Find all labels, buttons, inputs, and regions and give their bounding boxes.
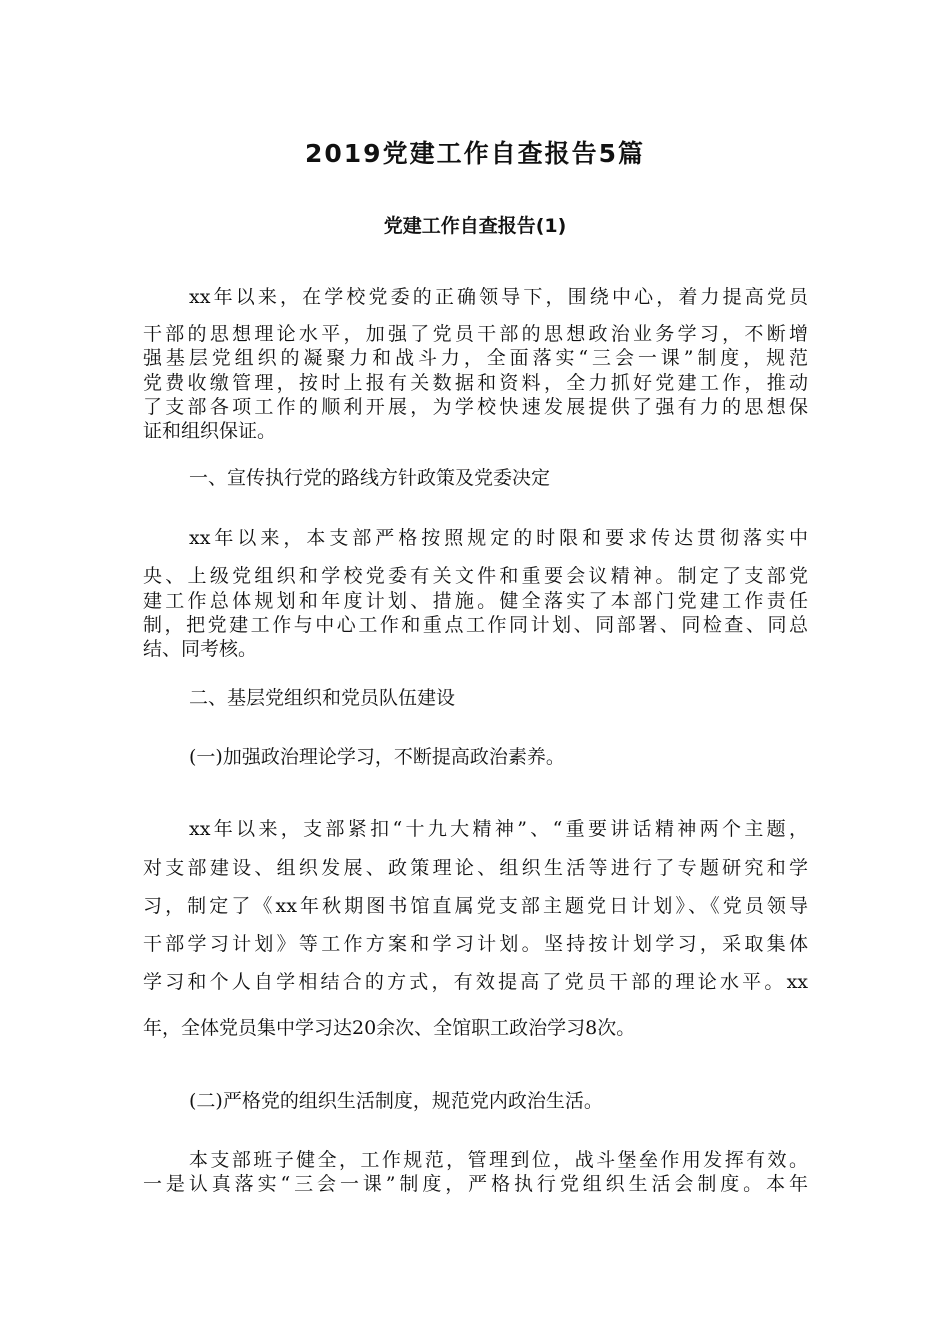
paragraph-2-line: 结、同考核。 <box>143 638 258 660</box>
paragraph-2-line: 建工作总体规划和年度计划、措施。健全落实了本部门党建工作责任 <box>143 590 808 612</box>
paragraph-3-line: 习，制定了《xx年秋期图书馆直属党支部主题党日计划》、《党员领导 <box>143 895 808 917</box>
paragraph-1-line: 证和组织保证。 <box>143 420 277 442</box>
subsection-1-heading: (一)加强政治理论学习，不断提高政治素养。 <box>189 746 565 768</box>
section-1-heading: 一、宣传执行党的路线方针政策及党委决定 <box>189 467 551 489</box>
paragraph-2-line: xx年以来，本支部严格按照规定的时限和要求传达贯彻落实中 <box>189 527 808 549</box>
subsection-2-heading: (二)严格党的组织生活制度，规范党内政治生活。 <box>189 1090 603 1112</box>
paragraph-1-line: 党费收缴管理，按时上报有关数据和资料，全力抓好党建工作，推动 <box>143 372 808 394</box>
paragraph-3-line: xx年以来，支部紧扣“十九大精神”、“重要讲话精神两个主题， <box>189 818 808 840</box>
section-2-heading: 二、基层党组织和党员队伍建设 <box>189 687 456 709</box>
paragraph-1-line: 了支部各项工作的顺利开展，为学校快速发展提供了强有力的思想保 <box>143 396 808 418</box>
paragraph-2-line: 央、上级党组织和学校党委有关文件和重要会议精神。制定了支部党 <box>143 565 808 587</box>
document-subtitle: 党建工作自查报告(1) <box>383 215 567 237</box>
paragraph-4-line: 本支部班子健全，工作规范，管理到位，战斗堡垒作用发挥有效。 <box>189 1149 808 1171</box>
paragraph-3-line: 学习和个人自学相结合的方式，有效提高了党员干部的理论水平。xx <box>143 971 808 993</box>
paragraph-3-line: 年，全体党员集中学习达20余次、全馆职工政治学习8次。 <box>143 1017 636 1039</box>
paragraph-3-line: 干部学习计划》等工作方案和学习计划。坚持按计划学习，采取集体 <box>143 933 808 955</box>
paragraph-3-line: 对支部建设、组织发展、政策理论、组织生活等进行了专题研究和学 <box>143 857 808 879</box>
paragraph-1-line: 干部的思想理论水平，加强了党员干部的思想政治业务学习，不断增 <box>143 323 808 345</box>
paragraph-2-line: 制，把党建工作与中心工作和重点工作同计划、同部署、同检查、同总 <box>143 614 808 636</box>
document-title: 2019党建工作自查报告5篇 <box>305 139 645 168</box>
paragraph-1-line: xx年以来，在学校党委的正确领导下，围绕中心，着力提高党员 <box>189 286 808 308</box>
paragraph-4-line: 一是认真落实“三会一课”制度，严格执行党组织生活会制度。本年 <box>143 1173 808 1195</box>
paragraph-1-line: 强基层党组织的凝聚力和战斗力，全面落实“三会一课”制度，规范 <box>143 347 808 369</box>
